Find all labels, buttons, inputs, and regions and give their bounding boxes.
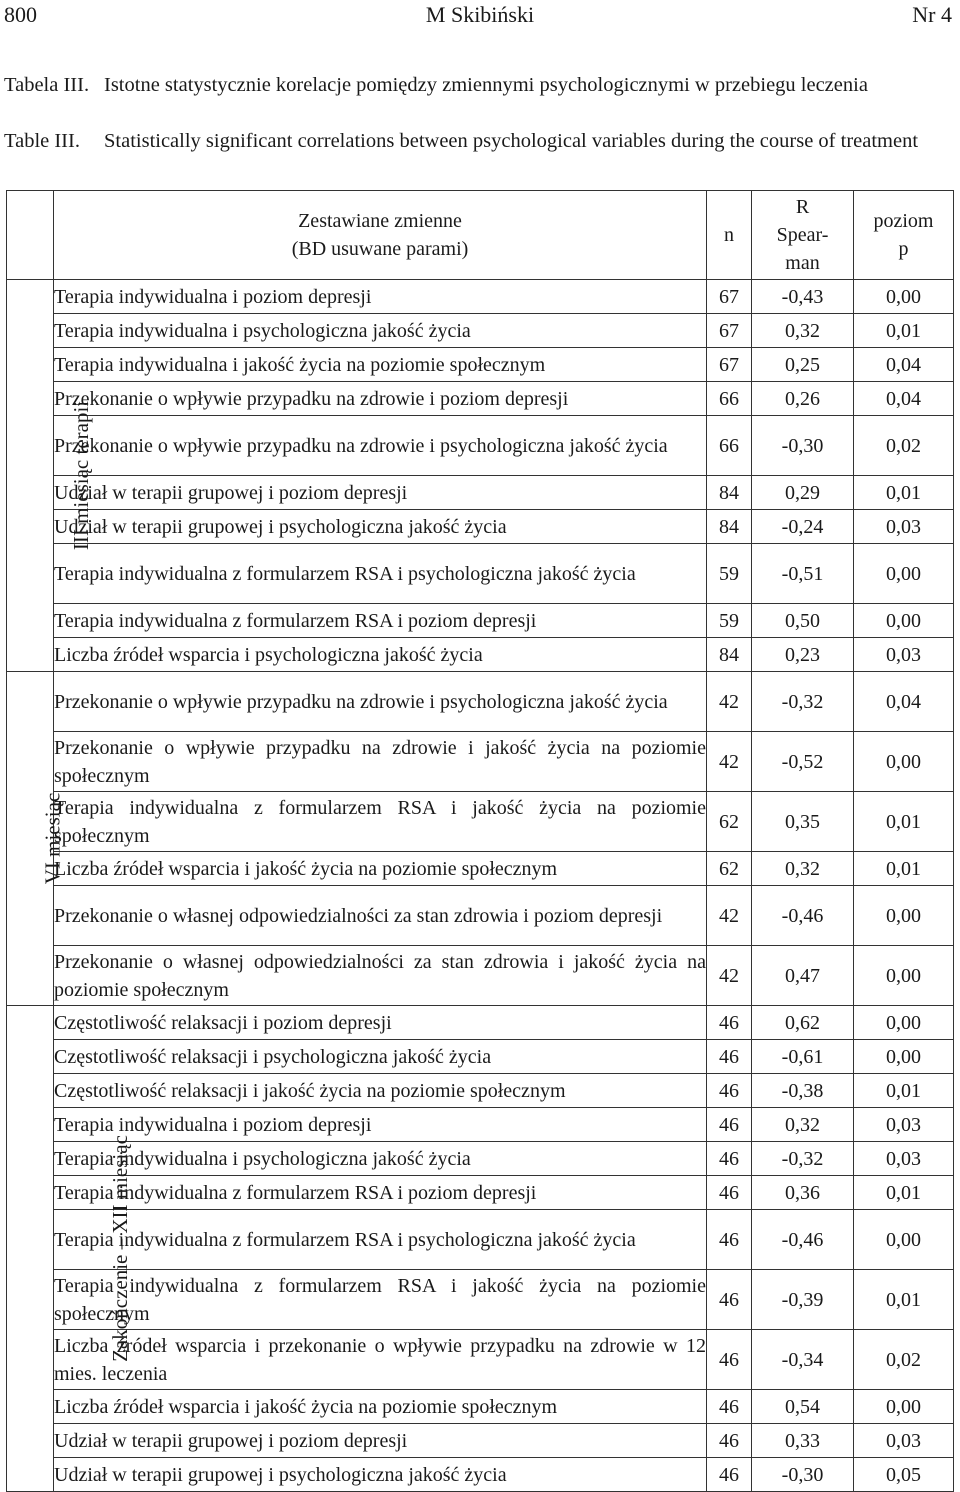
spearman-r-cell: -0,51 bbox=[752, 544, 854, 604]
p-value-cell: 0,00 bbox=[854, 544, 954, 604]
table-row bbox=[7, 1176, 954, 1210]
variables-cell: Udział w terapii grupowej i poziom depresji bbox=[54, 476, 707, 510]
table-row bbox=[7, 852, 954, 886]
table-row bbox=[7, 1108, 954, 1142]
n-cell: 46 bbox=[707, 1390, 752, 1424]
table-header-row bbox=[7, 191, 954, 280]
p-value-cell: 0,01 bbox=[854, 1270, 954, 1330]
p-value-cell: 0,02 bbox=[854, 1330, 954, 1390]
variables-cell: Terapia indywidualna z formularzem RSA i poziom depresji bbox=[54, 604, 707, 638]
p-value-cell: 0,00 bbox=[854, 1006, 954, 1040]
header-p-line2: p bbox=[898, 238, 909, 260]
variables-cell: Częstotliwość relaksacji i psychologiczna jakość życia bbox=[54, 1040, 707, 1074]
spearman-r-cell: -0,30 bbox=[752, 1458, 854, 1492]
header-period-cell bbox=[7, 191, 54, 280]
spearman-r-cell: -0,52 bbox=[752, 732, 854, 792]
p-value-cell: 0,04 bbox=[854, 672, 954, 732]
n-cell: 84 bbox=[707, 638, 752, 672]
spearman-r-cell: -0,39 bbox=[752, 1270, 854, 1330]
p-value-cell: 0,00 bbox=[854, 1210, 954, 1270]
n-cell: 42 bbox=[707, 886, 752, 946]
n-cell: 62 bbox=[707, 792, 752, 852]
n-cell: 46 bbox=[707, 1006, 752, 1040]
table-row bbox=[7, 510, 954, 544]
variables-cell: Przekonanie o wpływie przypadku na zdrowie i psychologiczna jakość życia bbox=[54, 672, 707, 732]
n-cell: 46 bbox=[707, 1424, 752, 1458]
n-cell: 46 bbox=[707, 1040, 752, 1074]
period-label: VI miesiąc bbox=[40, 792, 65, 885]
p-value-cell: 0,00 bbox=[854, 946, 954, 1006]
variables-cell: Przekonanie o wpływie przypadku na zdrowie i poziom depresji bbox=[54, 382, 707, 416]
p-value-cell: 0,03 bbox=[854, 638, 954, 672]
spearman-r-cell: -0,34 bbox=[752, 1330, 854, 1390]
n-cell: 46 bbox=[707, 1330, 752, 1390]
table-row bbox=[7, 416, 954, 476]
p-value-cell: 0,01 bbox=[854, 852, 954, 886]
table-row bbox=[7, 792, 954, 852]
variables-cell: Przekonanie o własnej odpowiedzialności za stan zdrowia i jakość życia na poziomie społecznym bbox=[54, 946, 707, 1006]
n-cell: 66 bbox=[707, 382, 752, 416]
spearman-r-cell: 0,50 bbox=[752, 604, 854, 638]
variables-cell: Udział w terapii grupowej i psychologiczna jakość życia bbox=[54, 1458, 707, 1492]
spearman-r-cell: -0,24 bbox=[752, 510, 854, 544]
n-cell: 84 bbox=[707, 476, 752, 510]
table-row bbox=[7, 604, 954, 638]
n-cell: 67 bbox=[707, 280, 752, 314]
variables-cell: Terapia indywidualna z formularzem RSA i jakość życia na poziomie społecznym bbox=[54, 792, 707, 852]
page-number: 800 bbox=[4, 2, 37, 27]
p-value-cell: 0,01 bbox=[854, 1176, 954, 1210]
spearman-r-cell: -0,30 bbox=[752, 416, 854, 476]
variables-cell: Terapia indywidualna z formularzem RSA i jakość życia na poziomie społecznym bbox=[54, 1270, 707, 1330]
variables-cell: Przekonanie o wpływie przypadku na zdrowie i psychologiczna jakość życia bbox=[54, 416, 707, 476]
table-row bbox=[7, 1390, 954, 1424]
spearman-r-cell: 0,47 bbox=[752, 946, 854, 1006]
p-value-cell: 0,00 bbox=[854, 1040, 954, 1074]
variables-cell: Terapia indywidualna i poziom depresji bbox=[54, 280, 707, 314]
p-value-cell: 0,02 bbox=[854, 416, 954, 476]
p-value-cell: 0,00 bbox=[854, 280, 954, 314]
variables-cell: Terapia indywidualna z formularzem RSA i psychologiczna jakość życia bbox=[54, 544, 707, 604]
table-row bbox=[7, 886, 954, 946]
spearman-r-cell: -0,32 bbox=[752, 672, 854, 732]
p-value-cell: 0,01 bbox=[854, 792, 954, 852]
spearman-r-cell: -0,61 bbox=[752, 1040, 854, 1074]
spearman-r-cell: -0,32 bbox=[752, 1142, 854, 1176]
caption-label-en: Table III. bbox=[4, 130, 80, 152]
variables-cell: Liczba źródeł wsparcia i jakość życia na poziomie społecznym bbox=[54, 1390, 707, 1424]
header-n: n bbox=[707, 191, 752, 280]
header-r-line1: R bbox=[795, 196, 810, 218]
variables-cell: Przekonanie o wpływie przypadku na zdrowie i jakość życia na poziomie społecznym bbox=[54, 732, 707, 792]
variables-cell: Udział w terapii grupowej i psychologiczna jakość życia bbox=[54, 510, 707, 544]
variables-cell: Terapia indywidualna i poziom depresji bbox=[54, 1108, 707, 1142]
spearman-r-cell: -0,43 bbox=[752, 280, 854, 314]
table-row bbox=[7, 382, 954, 416]
n-cell: 67 bbox=[707, 348, 752, 382]
variables-cell: Terapia indywidualna i psychologiczna jakość życia bbox=[54, 314, 707, 348]
p-value-cell: 0,00 bbox=[854, 1390, 954, 1424]
period-label: Zakończenie – XII miesiąc bbox=[107, 1135, 132, 1362]
header-r-line3: man bbox=[785, 252, 820, 274]
table-row bbox=[7, 1424, 954, 1458]
n-cell: 46 bbox=[707, 1210, 752, 1270]
spearman-r-cell: -0,46 bbox=[752, 886, 854, 946]
p-value-cell: 0,01 bbox=[854, 314, 954, 348]
n-cell: 66 bbox=[707, 416, 752, 476]
spearman-r-cell: -0,46 bbox=[752, 1210, 854, 1270]
spearman-r-cell: 0,23 bbox=[752, 638, 854, 672]
spearman-r-cell: 0,35 bbox=[752, 792, 854, 852]
variables-cell: Terapia indywidualna z formularzem RSA i poziom depresji bbox=[54, 1176, 707, 1210]
n-cell: 46 bbox=[707, 1142, 752, 1176]
p-value-cell: 0,04 bbox=[854, 348, 954, 382]
header-variables-line1: Zestawiane zmienne bbox=[298, 210, 462, 232]
header-p-line1: poziom bbox=[873, 210, 934, 232]
p-value-cell: 0,00 bbox=[854, 732, 954, 792]
table-row bbox=[7, 672, 954, 732]
table-row bbox=[7, 544, 954, 604]
table-row bbox=[7, 732, 954, 792]
variables-cell: Liczba źródeł wsparcia i psychologiczna jakość życia bbox=[54, 638, 707, 672]
table-row bbox=[7, 1040, 954, 1074]
variables-cell: Częstotliwość relaksacji i jakość życia na poziomie społecznym bbox=[54, 1074, 707, 1108]
caption-label-pl: Tabela III. bbox=[4, 74, 90, 96]
variables-cell: Przekonanie o własnej odpowiedzialności za stan zdrowia i poziom depresji bbox=[54, 886, 707, 946]
spearman-r-cell: 0,32 bbox=[752, 852, 854, 886]
n-cell: 42 bbox=[707, 672, 752, 732]
caption-text-en: Statistically significant correlations between psychological variables during the course of treatment bbox=[104, 130, 919, 152]
table-row bbox=[7, 1142, 954, 1176]
p-value-cell: 0,03 bbox=[854, 1142, 954, 1176]
p-value-cell: 0,01 bbox=[854, 476, 954, 510]
spearman-r-cell: 0,32 bbox=[752, 314, 854, 348]
header-variables bbox=[54, 191, 707, 280]
variables-cell: Terapia indywidualna i psychologiczna jakość życia bbox=[54, 1142, 707, 1176]
spearman-r-cell: -0,38 bbox=[752, 1074, 854, 1108]
variables-cell: Terapia indywidualna z formularzem RSA i psychologiczna jakość życia bbox=[54, 1210, 707, 1270]
table-caption-pl bbox=[4, 72, 956, 124]
spearman-r-cell: 0,29 bbox=[752, 476, 854, 510]
variables-cell: Udział w terapii grupowej i poziom depresji bbox=[54, 1424, 707, 1458]
table-row bbox=[7, 280, 954, 314]
variables-cell: Liczba źródeł wsparcia i przekonanie o wpływie przypadku na zdrowie w 12 mies. leczenia bbox=[54, 1330, 707, 1390]
n-cell: 67 bbox=[707, 314, 752, 348]
period-label-cell bbox=[7, 280, 94, 672]
n-cell: 46 bbox=[707, 1074, 752, 1108]
table-row bbox=[7, 1458, 954, 1492]
n-cell: 84 bbox=[707, 510, 752, 544]
spearman-r-cell: 0,54 bbox=[752, 1390, 854, 1424]
n-cell: 59 bbox=[707, 544, 752, 604]
table-row bbox=[7, 1330, 954, 1390]
caption-text-pl: Istotne statystycznie korelacje pomiędzy zmiennymi psychologicznymi w przebiegu leczenia bbox=[104, 74, 868, 96]
n-cell: 42 bbox=[707, 946, 752, 1006]
table-row bbox=[7, 314, 954, 348]
spearman-r-cell: 0,26 bbox=[752, 382, 854, 416]
p-value-cell: 0,03 bbox=[854, 1424, 954, 1458]
header-spearman-r bbox=[752, 191, 854, 280]
variables-cell: Terapia indywidualna i jakość życia na poziomie społecznym bbox=[54, 348, 707, 382]
table-row bbox=[7, 476, 954, 510]
header-variables-line2: (BD usuwane parami) bbox=[291, 238, 469, 260]
spearman-r-cell: 0,36 bbox=[752, 1176, 854, 1210]
page-header bbox=[0, 0, 960, 30]
p-value-cell: 0,00 bbox=[854, 886, 954, 946]
p-value-cell: 0,03 bbox=[854, 510, 954, 544]
journal-issue: Nr 4 bbox=[912, 2, 952, 27]
period-label: III miesiąc terapii bbox=[69, 400, 94, 551]
n-cell: 46 bbox=[707, 1176, 752, 1210]
header-r-line2: Spear- bbox=[776, 224, 829, 246]
n-cell: 46 bbox=[707, 1108, 752, 1142]
n-cell: 59 bbox=[707, 604, 752, 638]
p-value-cell: 0,03 bbox=[854, 1108, 954, 1142]
spearman-r-cell: 0,62 bbox=[752, 1006, 854, 1040]
table-row bbox=[7, 1210, 954, 1270]
variables-cell: Liczba źródeł wsparcia i jakość życia na poziomie społecznym bbox=[54, 852, 707, 886]
table-caption-en bbox=[4, 128, 956, 180]
p-value-cell: 0,00 bbox=[854, 604, 954, 638]
table-row bbox=[7, 348, 954, 382]
p-value-cell: 0,04 bbox=[854, 382, 954, 416]
period-label-cell bbox=[7, 672, 65, 1006]
table-row bbox=[7, 1270, 954, 1330]
n-cell: 46 bbox=[707, 1458, 752, 1492]
p-value-cell: 0,05 bbox=[854, 1458, 954, 1492]
table-row bbox=[7, 946, 954, 1006]
correlations-table bbox=[6, 190, 954, 1492]
spearman-r-cell: 0,33 bbox=[752, 1424, 854, 1458]
table-row bbox=[7, 1006, 954, 1040]
n-cell: 42 bbox=[707, 732, 752, 792]
spearman-r-cell: 0,32 bbox=[752, 1108, 854, 1142]
table-row bbox=[7, 638, 954, 672]
header-p-level bbox=[854, 191, 954, 280]
spearman-r-cell: 0,25 bbox=[752, 348, 854, 382]
n-cell: 46 bbox=[707, 1270, 752, 1330]
p-value-cell: 0,01 bbox=[854, 1074, 954, 1108]
period-label-cell bbox=[7, 1006, 132, 1492]
variables-cell: Częstotliwość relaksacji i poziom depresji bbox=[54, 1006, 707, 1040]
n-cell: 62 bbox=[707, 852, 752, 886]
running-author: M Skibiński bbox=[425, 2, 535, 27]
table-row bbox=[7, 1074, 954, 1108]
